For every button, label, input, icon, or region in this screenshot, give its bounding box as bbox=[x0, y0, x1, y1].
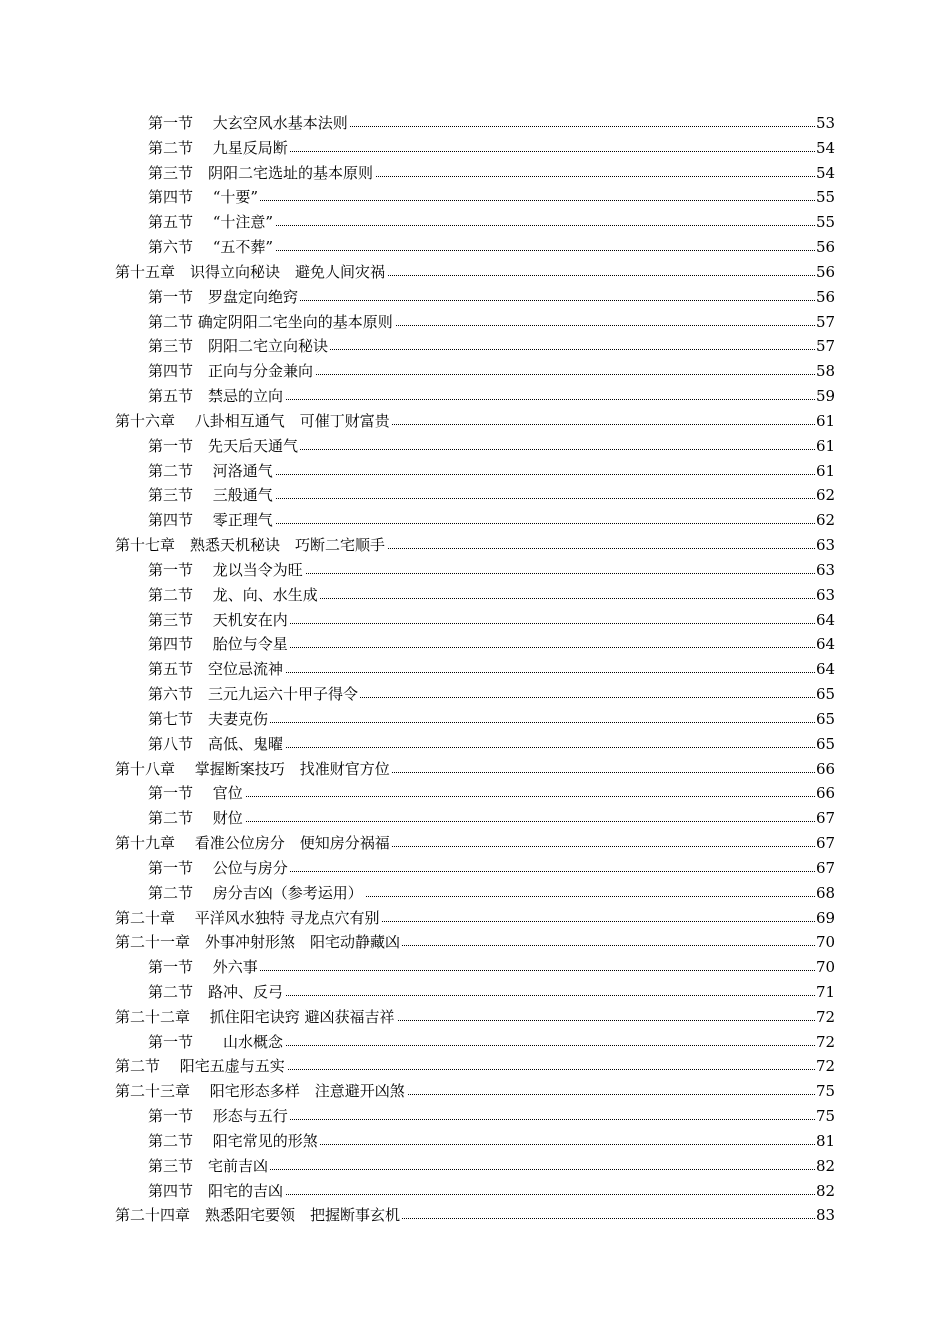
toc-chapter-entry[interactable] bbox=[0, 757, 950, 782]
toc-entry-page-number: 56 bbox=[815, 260, 835, 285]
toc-entry-title: 第一节 先天后天通气 bbox=[148, 434, 300, 459]
toc-entry-page-number: 65 bbox=[815, 732, 835, 757]
toc-chapter-entry[interactable] bbox=[0, 1203, 950, 1228]
toc-section-entry[interactable] bbox=[0, 483, 950, 508]
toc-entry-title: 第二节 财位 bbox=[148, 806, 245, 831]
toc-entry-title: 第十七章 熟悉天机秘诀 巧断二宅顺手 bbox=[115, 533, 387, 558]
toc-entry-title: 第一节 大玄空风水基本法则 bbox=[148, 111, 350, 136]
toc-section-entry[interactable] bbox=[0, 781, 950, 806]
toc-entry-title: 第十九章 看准公位房分 便知房分祸福 bbox=[115, 831, 392, 856]
toc-entry-page-number: 64 bbox=[815, 632, 835, 657]
toc-section-entry[interactable] bbox=[0, 285, 950, 310]
toc-section-entry[interactable] bbox=[0, 732, 950, 757]
toc-entry-page-number: 67 bbox=[815, 856, 835, 881]
toc-entry-page-number: 56 bbox=[815, 285, 835, 310]
dot-leader bbox=[149, 796, 835, 797]
toc-entry-title: 第一节 形态与五行 bbox=[148, 1104, 290, 1129]
toc-entry-page-number: 53 bbox=[815, 111, 835, 136]
toc-entry-title: 第四节 胎位与令星 bbox=[148, 632, 290, 657]
toc-entry-page-number: 63 bbox=[815, 558, 835, 583]
toc-entry-page-number: 54 bbox=[815, 136, 835, 161]
toc-entry-page-number: 69 bbox=[815, 906, 835, 931]
toc-entry-page-number: 59 bbox=[815, 384, 835, 409]
toc-chapter-entry[interactable] bbox=[0, 906, 950, 931]
toc-entry-title: 第二十一章 外事冲射形煞 阳宅动静藏凶 bbox=[115, 930, 402, 955]
toc-entry-title: 第七节 夫妻克伤 bbox=[148, 707, 270, 732]
toc-entry-page-number: 83 bbox=[815, 1203, 835, 1228]
toc-entry-title: 第三节 阴阳二宅选址的基本原则 bbox=[148, 161, 375, 186]
toc-entry-title: 第四节 零正理气 bbox=[148, 508, 275, 533]
toc-section-entry[interactable] bbox=[0, 608, 950, 633]
toc-entry-page-number: 82 bbox=[815, 1179, 835, 1204]
toc-section-entry[interactable] bbox=[0, 384, 950, 409]
toc-entry-page-number: 61 bbox=[815, 434, 835, 459]
toc-entry-page-number: 67 bbox=[815, 831, 835, 856]
toc-chapter-entry[interactable] bbox=[0, 1005, 950, 1030]
toc-section-entry[interactable] bbox=[0, 558, 950, 583]
toc-entry-page-number: 62 bbox=[815, 508, 835, 533]
toc-entry-page-number: 63 bbox=[815, 583, 835, 608]
toc-entry-page-number: 75 bbox=[815, 1104, 835, 1129]
toc-chapter-entry[interactable] bbox=[0, 409, 950, 434]
toc-entry-title: 第二十二章 抓住阳宅诀窍 避凶获福吉祥 bbox=[115, 1005, 397, 1030]
toc-entry-page-number: 72 bbox=[815, 1030, 835, 1055]
toc-entry-page-number: 68 bbox=[815, 881, 835, 906]
toc-entry-page-number: 55 bbox=[815, 210, 835, 235]
toc-section-entry[interactable] bbox=[0, 806, 950, 831]
toc-section-entry[interactable] bbox=[0, 1129, 950, 1154]
toc-chapter-entry[interactable] bbox=[0, 533, 950, 558]
toc-entry-page-number: 57 bbox=[815, 310, 835, 335]
toc-section-entry[interactable] bbox=[0, 111, 950, 136]
toc-section-entry[interactable] bbox=[0, 657, 950, 682]
toc-entry-title: 第二节 河洛通气 bbox=[148, 459, 275, 484]
toc-entry-title: 第三节 三般通气 bbox=[148, 483, 275, 508]
toc-section-entry[interactable] bbox=[0, 682, 950, 707]
toc-entry-title: 第十八章 掌握断案技巧 找准财官方位 bbox=[115, 757, 392, 782]
toc-entry-page-number: 72 bbox=[815, 1005, 835, 1030]
toc-entry-page-number: 63 bbox=[815, 533, 835, 558]
toc-entry-page-number: 57 bbox=[815, 334, 835, 359]
toc-entry-page-number: 64 bbox=[815, 657, 835, 682]
toc-entry-page-number: 62 bbox=[815, 483, 835, 508]
toc-entry-title: 第五节 “十注意” bbox=[148, 210, 275, 235]
toc-section-entry[interactable] bbox=[0, 310, 950, 335]
toc-entry-title: 第六节 “五不葬” bbox=[148, 235, 275, 260]
toc-entry-title: 第十五章 识得立向秘诀 避免人间灾祸 bbox=[115, 260, 387, 285]
toc-entry-page-number: 58 bbox=[815, 359, 835, 384]
toc-entry-page-number: 56 bbox=[815, 235, 835, 260]
toc-entry-title: 第四节 正向与分金兼向 bbox=[148, 359, 315, 384]
toc-entry-page-number: 81 bbox=[815, 1129, 835, 1154]
toc-entry-title: 第一节 山水概念 bbox=[148, 1030, 285, 1055]
toc-section-entry[interactable] bbox=[0, 434, 950, 459]
toc-section-entry[interactable] bbox=[0, 1179, 950, 1204]
toc-chapter-entry[interactable] bbox=[0, 831, 950, 856]
toc-entry-title: 第八节 高低、鬼曜 bbox=[148, 732, 285, 757]
toc-section-entry[interactable] bbox=[0, 856, 950, 881]
toc-entry-page-number: 66 bbox=[815, 781, 835, 806]
toc-section-entry[interactable] bbox=[0, 980, 950, 1005]
toc-section-entry[interactable] bbox=[0, 359, 950, 384]
table-of-contents bbox=[0, 111, 950, 1228]
toc-entry-title: 第二节 路冲、反弓 bbox=[148, 980, 285, 1005]
toc-entry-page-number: 67 bbox=[815, 806, 835, 831]
toc-entry-title: 第四节 阳宅的吉凶 bbox=[148, 1179, 285, 1204]
toc-chapter-entry[interactable] bbox=[0, 260, 950, 285]
toc-entry-title: 第二十三章 阳宅形态多样 注意避开凶煞 bbox=[115, 1079, 407, 1104]
toc-entry-page-number: 66 bbox=[815, 757, 835, 782]
toc-entry-title: 第二节 龙、向、水生成 bbox=[148, 583, 320, 608]
toc-section-entry[interactable] bbox=[0, 235, 950, 260]
dot-leader bbox=[149, 821, 835, 822]
toc-section-entry[interactable] bbox=[0, 334, 950, 359]
toc-entry-title: 第三节 阴阳二宅立向秘诀 bbox=[148, 334, 330, 359]
toc-entry-page-number: 61 bbox=[815, 409, 835, 434]
toc-entry-title: 第二节 阳宅五虚与五实 bbox=[115, 1054, 287, 1079]
toc-entry-page-number: 64 bbox=[815, 608, 835, 633]
toc-entry-title: 第一节 罗盘定向绝窍 bbox=[148, 285, 300, 310]
toc-section-entry[interactable] bbox=[0, 707, 950, 732]
toc-entry-title: 第一节 龙以当令为旺 bbox=[148, 558, 305, 583]
toc-section-entry[interactable] bbox=[0, 632, 950, 657]
toc-entry-page-number: 71 bbox=[815, 980, 835, 1005]
toc-section-entry[interactable] bbox=[0, 161, 950, 186]
toc-section-entry[interactable] bbox=[0, 210, 950, 235]
toc-entry-title: 第六节 三元九运六十甲子得令 bbox=[148, 682, 360, 707]
toc-entry-page-number: 55 bbox=[815, 185, 835, 210]
toc-entry-title: 第二节 房分吉凶（参考运用） bbox=[148, 881, 365, 906]
toc-entry-title: 第四节 “十要” bbox=[148, 185, 260, 210]
toc-section-entry[interactable] bbox=[0, 136, 950, 161]
toc-entry-title: 第二节 阳宅常见的形煞 bbox=[148, 1129, 320, 1154]
toc-section-entry[interactable] bbox=[0, 185, 950, 210]
toc-entry-title: 第一节 官位 bbox=[148, 781, 245, 806]
toc-entry-page-number: 72 bbox=[815, 1054, 835, 1079]
toc-entry-title: 第一节 外六事 bbox=[148, 955, 260, 980]
toc-section-entry[interactable] bbox=[0, 583, 950, 608]
toc-entry-title: 第二十章 平洋风水独特 寻龙点穴有别 bbox=[115, 906, 382, 931]
toc-entry-title: 第二节 确定阴阳二宅坐向的基本原则 bbox=[148, 310, 395, 335]
toc-entry-page-number: 65 bbox=[815, 707, 835, 732]
toc-entry-title: 第十六章 八卦相互通气 可催丁财富贵 bbox=[115, 409, 392, 434]
toc-chapter-entry[interactable] bbox=[0, 1079, 950, 1104]
toc-entry-title: 第二十四章 熟悉阳宅要领 把握断事玄机 bbox=[115, 1203, 402, 1228]
toc-entry-page-number: 61 bbox=[815, 459, 835, 484]
toc-section-entry[interactable] bbox=[0, 881, 950, 906]
toc-entry-page-number: 75 bbox=[815, 1079, 835, 1104]
toc-entry-page-number: 70 bbox=[815, 955, 835, 980]
toc-section-entry[interactable] bbox=[0, 1030, 950, 1055]
toc-entry-title: 第三节 天机安在内 bbox=[148, 608, 290, 633]
toc-entry-page-number: 54 bbox=[815, 161, 835, 186]
toc-entry-page-number: 65 bbox=[815, 682, 835, 707]
toc-section-entry[interactable] bbox=[0, 459, 950, 484]
toc-entry-title: 第三节 宅前吉凶 bbox=[148, 1154, 270, 1179]
toc-section-entry[interactable] bbox=[0, 955, 950, 980]
toc-section-entry[interactable] bbox=[0, 1104, 950, 1129]
toc-entry-page-number: 82 bbox=[815, 1154, 835, 1179]
toc-entry-title: 第一节 公位与房分 bbox=[148, 856, 290, 881]
toc-section-entry[interactable] bbox=[0, 1154, 950, 1179]
toc-section-entry[interactable] bbox=[0, 508, 950, 533]
toc-entry-title: 第五节 禁忌的立向 bbox=[148, 384, 285, 409]
toc-entry-title: 第五节 空位忌流神 bbox=[148, 657, 285, 682]
toc-chapter-entry[interactable] bbox=[0, 1054, 950, 1079]
toc-entry-title: 第二节 九星反局断 bbox=[148, 136, 290, 161]
toc-chapter-entry[interactable] bbox=[0, 930, 950, 955]
toc-entry-page-number: 70 bbox=[815, 930, 835, 955]
